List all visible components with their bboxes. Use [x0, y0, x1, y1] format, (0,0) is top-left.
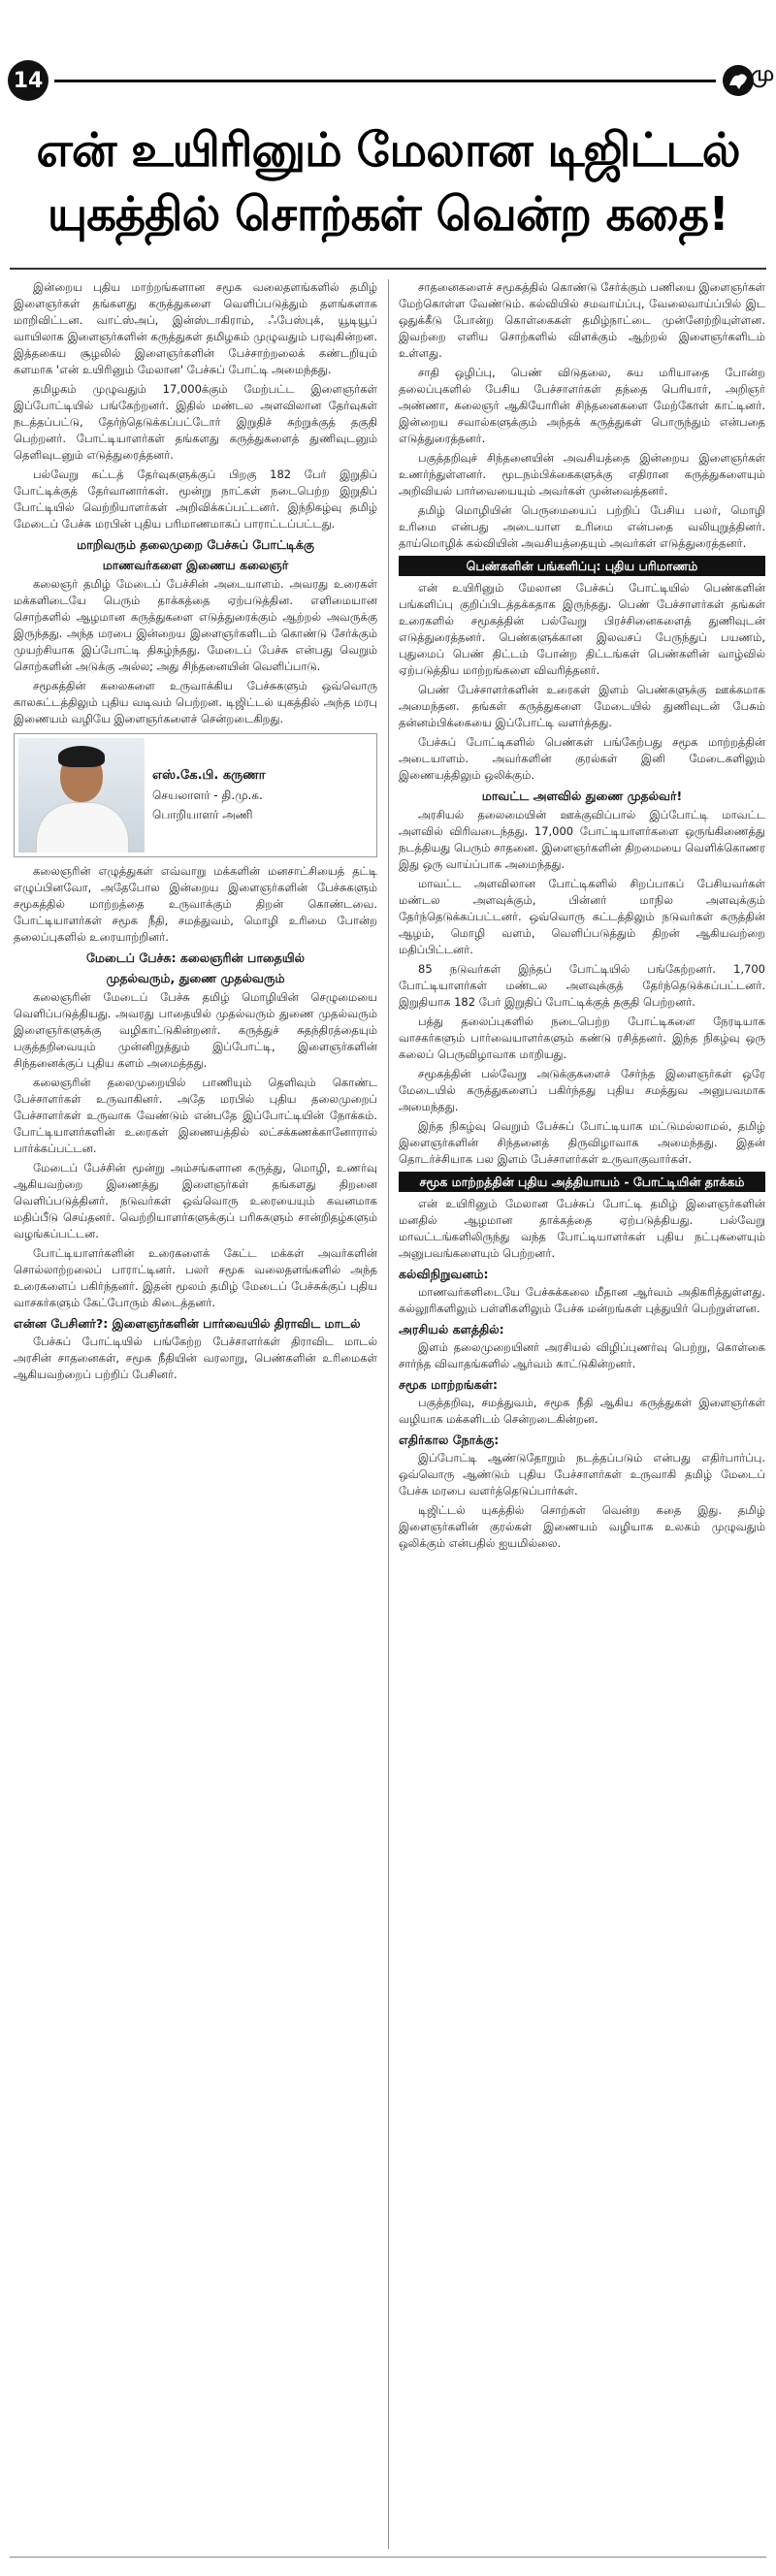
- highlight-subheading: பெண்களின் பங்களிப்பு: புதிய பரிமாணம்: [399, 556, 765, 576]
- subheading: முதல்வரும், துணை முதல்வரும்: [106, 971, 285, 985]
- author-role: செயலாளர் - தி.மு.க.: [152, 789, 263, 802]
- headline-line-1: என் உயிரினும் மேலான டிஜிட்டல்: [36, 123, 740, 177]
- subheading: மாவட்ட அளவில் துணை முதல்வர்!: [481, 789, 683, 803]
- paragraph: பேச்சுப் போட்டிகளில் பெண்கள் பங்கேற்பது சமூக மாற்றத்தின் அடையாளம். அவர்களின் குரல்கள் இனி மேடைகளிலும் இணையத்திலும் ஒலிக்கும்.: [399, 735, 765, 782]
- author-box: [14, 733, 377, 857]
- paragraph: என் உயிரினும் மேலான பேச்சுப் போட்டி தமிழ் இளைஞர்களின் மனதில் ஆழமான தாக்கத்தை ஏற்படுத்தியது. பல்வேறு மாவட்டங்களிலிருந்து வந்த போட்டியாளர்கள் புதிய நட்புகளையும் அனுபவங்களையும் பெற்றனர்.: [399, 1197, 765, 1260]
- paragraph: கலைஞரின் தலைமுறையில் பாணியும் தெளிவும் கொண்ட பேச்சாளர்கள் உருவாகினர். அதே மரபில் புதிய தலைமுறைப் பேச்சாளர்கள் உருவாக வேண்டும் என்பதே இப்போட்டியின் நோக்கம். போட்டியாளர்களின் உரைகள் இணையத்தில் லட்சக்கணக்கானோரால் பார்க்கப்பட்டன.: [14, 1076, 377, 1155]
- author-name: எஸ்.கே.பி. கருணா: [152, 768, 266, 783]
- paragraph: பெண் பேச்சாளர்களின் உரைகள் இளம் பெண்களுக்கு ஊக்கமாக அமைந்தன. தங்கள் கருத்துகளை மேடையில் துணிவுடன் பேசும் தன்னம்பிக்கையை இப்போட்டி வளர்த்தது.: [399, 683, 765, 729]
- paragraph: கலைஞர் தமிழ் மேடைப் பேச்சின் அடையாளம். அவரது உரைகள் மக்களிடையே பெரும் தாக்கத்தை ஏற்படுத்தின. எளிமையான சொற்களில் ஆழமான கருத்துகளை எடுத்துரைக்கும் ஆற்றல் அவருக்கு இருந்தது. அந்த மரபை இன்றைய இளைஞர்களிடம் கொண்டு சேர்க்கும் முயற்சியாக இப்போட்டி திகழ்ந்தது. மேடைப் பேச்சு என்பது வெறும் சொற்களின் அடுக்கு அல்ல; அது சிந்தனையின் வெளிப்பாடு.: [14, 577, 377, 673]
- headline-line-2: யுகத்தில் சொற்கள் வென்ற கதை!: [48, 187, 728, 242]
- column-divider: [388, 279, 389, 2549]
- paragraph: சமூகத்தின் கலைகளை உருவாக்கிய பேச்சுகளும் ஒவ்வொரு காலகட்டத்திலும் புதிய வடிவம் பெற்றன. டிஜிட்டல் யுகத்தில் அந்த மரபு இணையம் வழியே இளைஞர்களைச் சென்றடைகிறது.: [14, 679, 377, 725]
- paragraph: கலைஞரின் மேடைப் பேச்சு தமிழ் மொழியின் செழுமையை வெளிப்படுத்தியது. அவரது பாதையில் முதல்வரும் துணை முதல்வரும் இளைஞர்களுக்கு வழிகாட்டுகின்றனர். கருத்துச் சுதந்திரத்தையும் பகுத்தறிவையும் முன்னிறுத்தும் இப்போட்டி, இளைஞர்களின் சிந்தனைக்குப் புதிய களம் அமைத்தது.: [14, 990, 377, 1070]
- paragraph: இன்றைய புதிய மாற்றங்களான சமூக வலைதளங்களில் தமிழ் இளைஞர்கள் தங்களது கருத்துகளை வெளிப்படுத்தும் தளங்களாக மாறிவிட்டன. வாட்ஸ்அப், இன்ஸ்டாகிராம், ஃபேஸ்புக், யூடியூப் வாயிலாக இளைஞர்களின் கருத்துகள் தமிழகம் முழுவதும் பரவுகின்றன. இத்தகைய சூழலில் இளைஞர்களின் பேச்சாற்றலைக் கண்டறியும் களமாக 'என் உயிரினும் மேலான' பேச்சுப் போட்டி அமைந்தது.: [14, 280, 377, 376]
- section-name-fragment: மு: [750, 62, 774, 86]
- paragraph: போட்டியாளர்களின் உரைகளைக் கேட்ட மக்கள் அவர்களின் சொல்லாற்றலைப் பாராட்டினர். பலர் சமூக வலைதளங்களில் அந்த உரைகளைப் பகிர்ந்தனர். இதன் மூலம் தமிழ் மேடைப் பேச்சுக்குப் புதிய வாசகர்களும் கேட்போரும் கிடைத்தனர்.: [14, 1246, 377, 1309]
- paragraph: மாணவர்களிடையே பேச்சுக்கலை மீதான ஆர்வம் அதிகரித்துள்ளது. கல்லூரிகளிலும் பள்ளிகளிலும் பேச்சு மன்றங்கள் புத்துயிர் பெற்றுள்ளன.: [399, 1285, 765, 1315]
- paragraph: பல்வேறு கட்டத் தேர்வுகளுக்குப் பிறகு 182 பேர் இறுதிப் போட்டிக்குத் தேர்வானார்கள். மூன்று நாட்கள் நடைபெற்ற இறுதிப் போட்டியில் வெற்றியாளர்கள் அறிவிக்கப்பட்டனர். இந்நிகழ்வு தமிழ் மேடைப் பேச்சு மரபின் புதிய பரிமாணமாகப் பாராட்டப்பட்டது.: [14, 467, 377, 531]
- paragraph: மேடைப் பேச்சின் மூன்று அம்சங்களான கருத்து, மொழி, உணர்வு ஆகியவற்றை இணைத்து இளைஞர்கள் தங்களது திறனை வெளிப்படுத்தினர். நடுவர்கள் ஒவ்வொரு உரையையும் கவனமாக மதிப்பீடு செய்தனர். வெற்றியாளர்களுக்குப் பரிசுகளும் சான்றிதழ்களும் வழங்கப்பட்டன.: [14, 1161, 377, 1240]
- column-left: [14, 279, 377, 2549]
- paragraph: தமிழ் மொழியின் பெருமையைப் பற்றிப் பேசிய பலர், மொழி உரிமை என்பது அடையாள உரிமை என்பதை வலியுறுத்தினர். தாய்மொழிக் கல்வியின் அவசியத்தையும் அவர்கள் எடுத்துரைத்தனர்.: [399, 503, 765, 550]
- paragraph: இப்போட்டி ஆண்டுதோறும் நடத்தப்படும் என்பது எதிர்பார்ப்பு. ஒவ்வொரு ஆண்டும் புதிய பேச்சாளர்கள் உருவாகி தமிழ் மேடைப் பேச்சு மரபை வளர்த்தெடுப்பார்கள்.: [399, 1451, 765, 1497]
- paragraph: டிஜிட்டல் யுகத்தில் சொற்கள் வென்ற கதை இது. தமிழ் இளைஞர்களின் குரல்கள் இணையம் வழியாக உலகம் முழுவதும் ஒலிக்கும் என்பதில் ஐயமில்லை.: [399, 1503, 765, 1550]
- paragraph: பகுத்தறிவுச் சிந்தனையின் அவசியத்தை இன்றைய இளைஞர்கள் உணர்ந்துள்ளனர். மூடநம்பிக்கைகளுக்கு எதிரான கருத்துகளையும் அறிவியல் பார்வையையும் அவர்கள் முன்வைத்தனர்.: [399, 451, 765, 498]
- subheading: என்ன பேசினர்?: இளைஞர்களின் பார்வையில் திராவிட மாடல்: [14, 1316, 361, 1331]
- author-photo: [18, 738, 145, 853]
- footer-rule: [10, 2557, 766, 2558]
- headline-rule: [10, 268, 766, 270]
- paragraph: 85 நடுவர்கள் இந்தப் போட்டியில் பங்கேற்றனர். 1,700 போட்டியாளர்கள் மண்டல அளவுக்குத் தேர்ந்தெடுக்கப்பட்டனர். இறுதியாக 182 பேர் இறுதிப் போட்டிக்குத் தகுதி பெற்றனர்.: [399, 962, 765, 1009]
- column-right: [399, 279, 765, 2549]
- author-caption: [152, 738, 266, 853]
- paragraph: சமூகத்தின் பல்வேறு அடுக்குகளைச் சேர்ந்த இளைஞர்கள் ஒரே மேடையில் கருத்துகளைப் பகிர்ந்தது புதிய சமத்துவ அனுபவமாக அமைந்தது.: [399, 1067, 765, 1113]
- paragraph: அரசியல் தலைமையின் ஊக்குவிப்பால் இப்போட்டி மாவட்ட அளவில் விரிவடைந்தது. 17,000 போட்டியாளர்களை ஒருங்கிணைத்து நடத்தியது பெரும் சாதனை. இளைஞர்களின் திறமையை வெளிக்கொணர இது ஒரு வாய்ப்பாக அமைந்தது.: [399, 808, 765, 871]
- subheading: மேடைப் பேச்சு: கலைஞரின் பாதையில்: [85, 950, 306, 965]
- paragraph: தமிழகம் முழுவதும் 17,000க்கும் மேற்பட்ட இளைஞர்கள் இப்போட்டியில் பங்கேற்றனர். இதில் மண்டல அளவிலான தேர்வுகள் நடத்தப்பட்டு, தேர்ந்தெடுக்கப்பட்டோர் இறுதிச் சுற்றுக்குத் தகுதி பெற்றனர். போட்டியாளர்கள் தங்களது கருத்துகளைத் துணிவுடனும் தெளிவுடனும் எடுத்துரைத்தனர்.: [14, 382, 377, 462]
- author-wing: பொறியாளர் அணி: [152, 808, 253, 821]
- subheading: அரசியல் களத்தில்:: [399, 1322, 504, 1336]
- paragraph: இளம் தலைமுறையினர் அரசியல் விழிப்புணர்வு பெற்று, கொள்கை சார்ந்த விவாதங்களில் ஆர்வம் காட்டுகின்றனர்.: [399, 1340, 765, 1370]
- page-number: 14: [8, 60, 48, 101]
- subheading: கல்விநிறுவனம்:: [399, 1267, 489, 1281]
- headline: [10, 118, 766, 246]
- paragraph: பத்து தலைப்புகளில் நடைபெற்ற போட்டிகளை நேரடியாக வாசகர்களும் பார்வையாளர்களும் கண்டு ரசித்தனர். இந்த நிகழ்வு ஒரு கலைப் பெருவிழாவாக மாறியது.: [399, 1014, 765, 1061]
- paragraph: பேச்சுப் போட்டியில் பங்கேற்ற பேச்சாளர்கள் திராவிட மாடல் அரசின் சாதனைகள், சமூக நீதியின் வரலாறு, பெண்களின் உரிமைகள் ஆகியவற்றைப் பற்றிப் பேசினர்.: [14, 1335, 377, 1381]
- subheading: எதிர்கால நோக்கு:: [399, 1433, 500, 1447]
- subheading: மாறிவரும் தலைமுறை பேச்சுப் போட்டிக்கு: [77, 537, 314, 552]
- paragraph: சாதி ஒழிப்பு, பெண் விடுதலை, சுய மரியாதை போன்ற தலைப்புகளில் பேசிய பேச்சாளர்கள் தந்தை பெரியார், அறிஞர் அண்ணா, கலைஞர் ஆகியோரின் சிந்தனைகளை மேற்கோள் காட்டினர். இன்றைய சவால்களுக்கும் அந்தக் கருத்துகள் பொருந்தும் என்பதை எடுத்துரைத்தனர்.: [399, 366, 765, 445]
- header-rule: [54, 80, 716, 82]
- paragraph: மாவட்ட அளவிலான போட்டிகளில் சிறப்பாகப் பேசியவர்கள் மண்டல அளவுக்கும், பின்னர் மாநில அளவுக்கும் தேர்ந்தெடுக்கப்பட்டனர். ஒவ்வொரு கட்டத்திலும் நடுவர்கள் கருத்தின் ஆழம், மொழி வளம், வெளிப்படுத்தும் திறன் ஆகியவற்றை மதிப்பிட்டனர்.: [399, 877, 765, 956]
- subheading: மாணவர்களை இணைய கலைஞர்: [102, 558, 289, 572]
- paragraph: இந்த நிகழ்வு வெறும் பேச்சுப் போட்டியாக மட்டுமல்லாமல், தமிழ் இளைஞர்களின் சிந்தனைத் திருவிழாவாக அமைந்தது. இதன் தொடர்ச்சியாக பல இளம் பேச்சாளர்கள் உருவாகுவார்கள்.: [399, 1119, 765, 1166]
- highlight-subheading: சமூக மாற்றத்தின் புதிய அத்தியாயம் - போட்டியின் தாக்கம்: [399, 1172, 765, 1192]
- paragraph: பகுத்தறிவு, சமத்துவம், சமூக நீதி ஆகிய கருத்துகள் இளைஞர்கள் வழியாக மக்களிடம் சென்றடைகின்றன.: [399, 1396, 765, 1426]
- paragraph: என் உயிரினும் மேலான பேச்சுப் போட்டியில் பெண்களின் பங்களிப்பு குறிப்பிடத்தக்கதாக இருந்தது. பெண் பேச்சாளர்கள் தங்கள் உரைகளில் சமூகத்தின் பல்வேறு பிரச்சினைகளைத் துணிவுடன் எடுத்துரைத்தனர். பெண்களுக்கான இலவசப் பேருந்துப் பயணம், புதுமைப் பெண் திட்டம் போன்ற திட்டங்கள் பெண்களின் வாழ்வில் ஏற்படுத்திய மாற்றங்களை விவரித்தனர்.: [399, 581, 765, 677]
- subheading: சமூக மாற்றங்கள்:: [399, 1377, 498, 1392]
- paragraph: கலைஞரின் எழுத்துகள் எவ்வாறு மக்களின் மனசாட்சியைத் தட்டி எழுப்பினவோ, அதேபோல இன்றைய இளைஞர்களின் பேச்சுகளும் சமூகத்தில் மாற்றத்தை உருவாக்கும் திறன் கொண்டவை. போட்டியாளர்கள் சமூக நீதி, சமத்துவம், மொழி உரிமை போன்ற தலைப்புகளில் உரையாற்றினர்.: [14, 864, 377, 944]
- paragraph: சாதனைகளைச் சமூகத்தில் கொண்டு சேர்க்கும் பணியை இளைஞர்கள் மேற்கொள்ள வேண்டும். கல்வியில் சமவாய்ப்பு, வேலைவாய்ப்பில் இட ஒதுக்கீடு போன்ற கொள்கைகள் தமிழ்நாட்டை முன்னேற்றியுள்ளன. இவற்றை எளிய சொற்களில் விளக்கும் ஆற்றல் இளைஞர்களிடம் உள்ளது.: [399, 280, 765, 360]
